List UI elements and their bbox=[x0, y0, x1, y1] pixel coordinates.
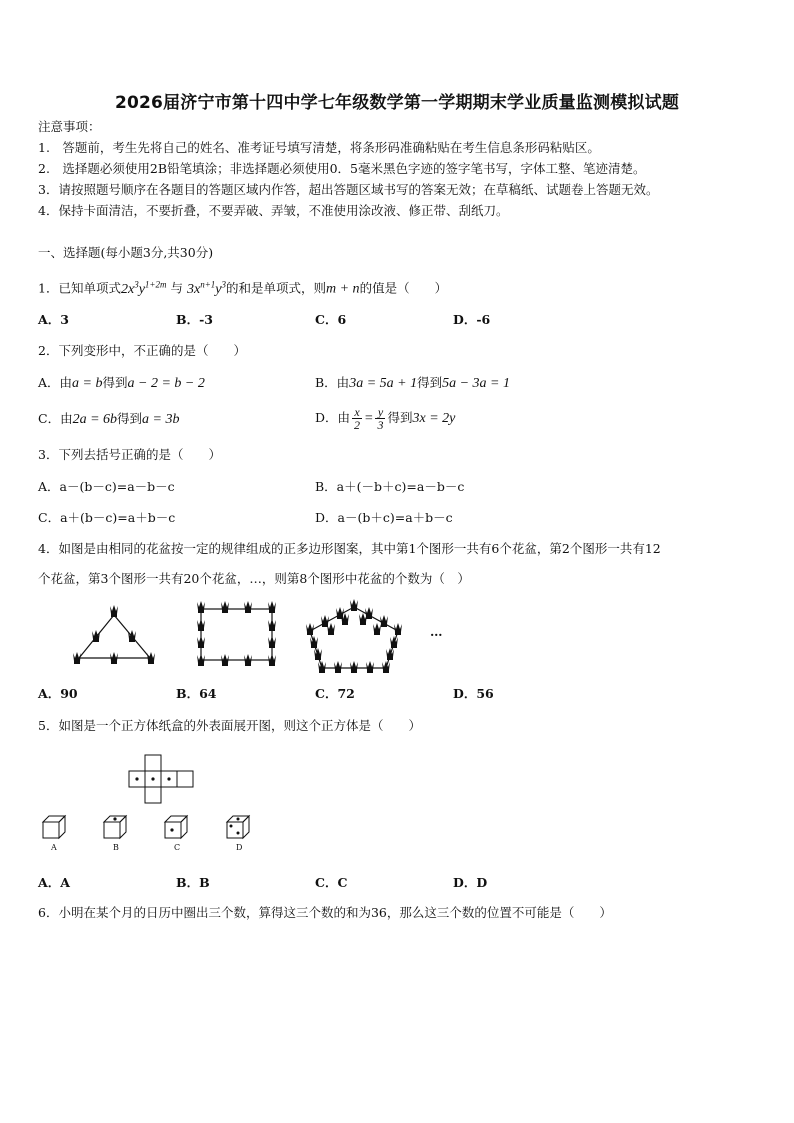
q5-option-d: D．D bbox=[453, 875, 488, 890]
q4-option-a: A．90 bbox=[38, 686, 78, 701]
q4-option-d: D．56 bbox=[453, 686, 494, 701]
q2-option-b: B．由3a = 5a + 1得到5a − 3a = 1 bbox=[315, 375, 511, 391]
q1-option-d: D．-6 bbox=[453, 312, 491, 327]
page-title: 2026届济宁市第十四中学七年级数学第一学期期末学业质量监测模拟试题 bbox=[114, 93, 680, 113]
q3-option-d: D．a－(b＋c)=a＋b－c bbox=[315, 510, 453, 525]
notice-item-2: 2. 选择题必须使用2B铅笔填涂；非选择题必须使用0．5毫米黑色字迹的签字笔书写，字体工整、笔迹清楚。 bbox=[38, 161, 646, 176]
cube-label-c: C bbox=[174, 843, 181, 852]
q1-text-3: 的和是单项式，则 bbox=[225, 280, 326, 296]
notice-item-4: 4．保持卡面清洁，不要折叠，不要弄破、弄皱，不准使用涂改液、修正带、刮纸刀。 bbox=[38, 203, 509, 218]
q4-ellipsis: … bbox=[430, 624, 443, 639]
notice-item-1: 1. 答题前，考生先将自己的姓名、准考证号填写清楚，将条形码准确粘贴在考生信息条形码粘贴区。 bbox=[38, 140, 600, 155]
q2-option-a: A．由a = b得到a − 2 = b − 2 bbox=[38, 375, 205, 391]
q1-option-c: C．6 bbox=[315, 312, 347, 327]
q2-option-c: C．由2a = 6b得到a = 3b bbox=[38, 411, 180, 427]
q1-option-a: A．3 bbox=[38, 312, 69, 327]
q5-option-c: C．C bbox=[315, 875, 348, 890]
cube-a bbox=[43, 816, 65, 838]
q1-option-b: B．-3 bbox=[176, 312, 213, 327]
q1-text-4: 的值是（ ） bbox=[359, 280, 448, 296]
notice-heading: 注意事项： bbox=[38, 119, 101, 134]
q1-text-2: 与 bbox=[170, 280, 183, 296]
q4-option-b: B．64 bbox=[176, 686, 217, 701]
question-4-stem-line-1: 4．如图是由相同的花盆按一定的规律组成的正多边形图案，其中第1个图形一共有6个花盆，第2个图形一共有12 bbox=[38, 541, 661, 556]
cube-label-a: A bbox=[51, 843, 57, 852]
cube-c bbox=[165, 816, 187, 838]
q3-option-a: A．a－(b－c)=a－b－c bbox=[38, 479, 175, 494]
q3-option-b: B．a＋(－b＋c)=a－b－c bbox=[315, 479, 465, 494]
q2-fraction-y-over-3: $\frac{y}{3}$ bbox=[377, 405, 384, 432]
section-heading: 一、选择题(每小题3分,共30分) bbox=[38, 245, 214, 260]
question-3-stem: 3．下列去括号正确的是（ ） bbox=[38, 447, 221, 462]
question-6-stem: 6．小明在某个月的日历中圈出三个数，算得这三个数的和为36，那么这三个数的位置不可能是（ ） bbox=[38, 905, 612, 920]
question-5-stem: 5．如图是一个正方体纸盒的外表面展开图，则这个正方体是（ ） bbox=[38, 718, 421, 733]
q2-option-d: D．由 $\frac{x}{2}$ = $\frac{y}{3}$ 得到3x = 2y bbox=[315, 405, 456, 432]
q5-option-a: A．A bbox=[38, 875, 70, 890]
q5-option-b: B．B bbox=[176, 875, 210, 890]
q3-option-c: C．a＋(b－c)=a＋b－c bbox=[38, 510, 176, 525]
q1-monomial-1: $2x^3y^{1+2m}$ bbox=[120, 279, 167, 297]
q1-expression: m + n bbox=[326, 281, 360, 297]
cube-label-b: B bbox=[113, 843, 119, 852]
q2-fraction-x-over-2: $\frac{x}{2}$ bbox=[354, 405, 361, 432]
question-4-stem-line-2: 个花盆，第3个图形一共有20个花盆，…，则第8个图形中花盆的个数为（ ） bbox=[38, 571, 470, 586]
question-2-stem: 2．下列变形中，不正确的是（ ） bbox=[38, 343, 246, 358]
cube-label-d: D bbox=[236, 843, 243, 852]
q1-text-1: 1．已知单项式 bbox=[38, 280, 121, 296]
notice-item-3: 3．请按照题号顺序在各题目的答题区域内作答，超出答题区域书写的答案无效；在草稿纸、试题卷上答题无效。 bbox=[38, 182, 659, 197]
q1-monomial-2: $3x^{n+1}y^3$ bbox=[186, 279, 226, 297]
q4-option-c: C．72 bbox=[315, 686, 355, 701]
